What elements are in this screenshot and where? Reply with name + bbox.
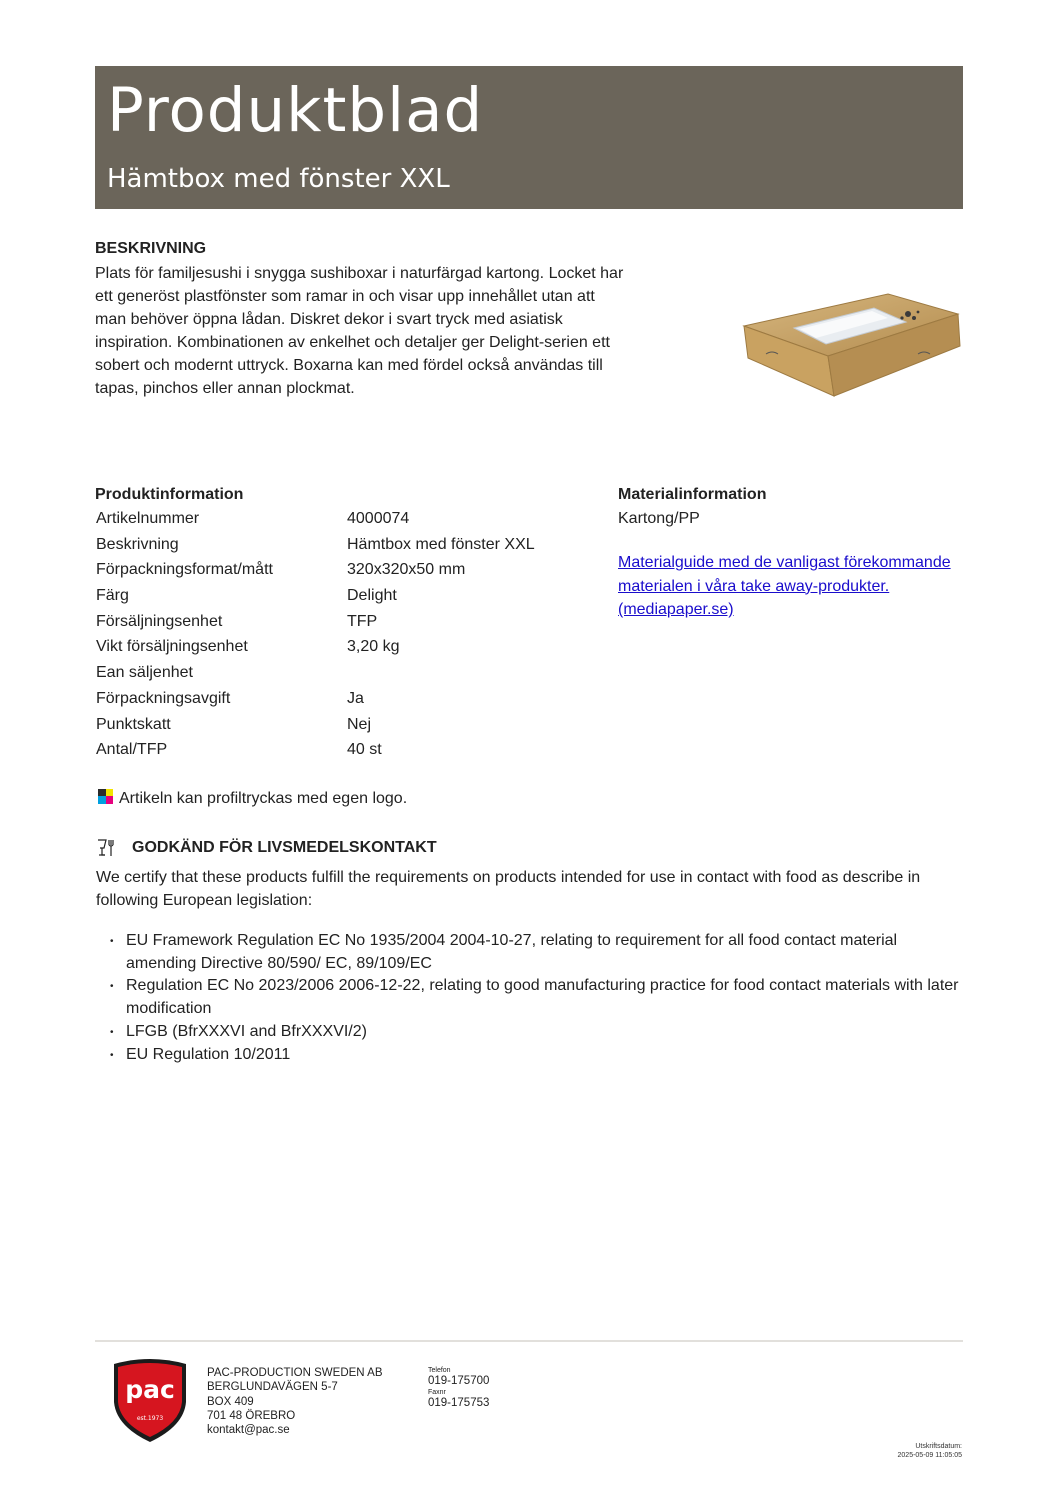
material-info xyxy=(618,486,963,622)
footer-divider xyxy=(95,1340,963,1342)
logo-text: pac xyxy=(125,1375,175,1404)
food-contact-title: GODKÄND FÖR LIVSMEDELSKONTAKT xyxy=(132,839,437,856)
fax-value: 019-175753 xyxy=(428,1397,490,1409)
cmyk-icon xyxy=(98,789,113,804)
info-value: Ja xyxy=(347,689,364,707)
list-item: • EU Framework Regulation EC No 1935/2004 2004-10-27, relating to requirement for all food contact material amending Directive 80/590/ EC, 89/109/EC xyxy=(110,930,970,975)
info-label: Färg xyxy=(96,587,129,605)
page-title: Produktblad xyxy=(107,75,484,146)
logo-est: est.1973 xyxy=(136,1415,164,1422)
list-item: • EU Regulation 10/2011 xyxy=(110,1044,970,1067)
info-value: Nej xyxy=(347,715,372,733)
company-email: kontakt@pac.se xyxy=(207,1424,290,1437)
material-guide-link[interactable]: Materialguide med de vanligast förekommande materialen i våra take away-produkter. (mediapaper.se) xyxy=(618,554,951,618)
fax-label: Faxnr xyxy=(428,1389,446,1396)
contact-numbers xyxy=(428,1366,489,1410)
phone-label: Telefon xyxy=(428,1367,451,1374)
pac-logo xyxy=(110,1356,190,1444)
header-banner xyxy=(95,66,963,209)
info-row xyxy=(95,664,595,690)
info-value: TFP xyxy=(347,612,378,630)
info-row xyxy=(95,690,595,716)
info-row xyxy=(95,536,595,562)
product-info xyxy=(95,486,595,767)
print-date xyxy=(898,1442,962,1460)
material-info-heading: Materialinformation xyxy=(618,486,767,503)
info-value: 40 st xyxy=(347,741,382,759)
print-note-text: Artikeln kan profiltryckas med egen logo. xyxy=(119,790,408,807)
phone-value: 019-175700 xyxy=(428,1375,490,1387)
info-label: Förpackningsavgift xyxy=(96,689,231,707)
list-item: • LFGB (BfrXXXVI and BfrXXXVI/2) xyxy=(110,1021,970,1044)
glass-fork-icon xyxy=(96,838,116,858)
address-line: 701 48 ÖREBRO xyxy=(207,1409,296,1422)
print-note xyxy=(98,790,407,808)
material-value: Kartong/PP xyxy=(618,510,700,527)
info-value: Hämtbox med fönster XXL xyxy=(347,535,535,553)
info-value: 3,20 kg xyxy=(347,638,400,656)
legislation-list xyxy=(110,930,970,1066)
info-row xyxy=(95,613,595,639)
info-label: Punktskatt xyxy=(96,715,171,733)
info-row xyxy=(95,638,595,664)
product-info-heading: Produktinformation xyxy=(95,486,244,503)
list-item: • Regulation EC No 2023/2006 2006-12-22, relating to good manufacturing practice for food contact materials with later modification xyxy=(110,975,970,1020)
food-contact-text: We certify that these products fulfill the requirements on products intended for use in contact with food as describe in following European legislation: xyxy=(96,869,921,909)
info-label: Antal/TFP xyxy=(96,741,168,759)
company-name: PAC-PRODUCTION SWEDEN AB xyxy=(207,1367,383,1379)
info-value: 4000074 xyxy=(347,510,410,527)
info-row xyxy=(95,561,595,587)
info-label: Beskrivning xyxy=(96,535,179,553)
info-label: Försäljningsenhet xyxy=(96,612,223,630)
info-row xyxy=(95,741,595,767)
address-line: BERGLUNDAVÄGEN 5-7 xyxy=(207,1381,338,1394)
info-label: Artikelnummer xyxy=(96,510,200,527)
description-text: Plats för familjesushi i snygga sushiboxar i naturfärgad kartong. Locket har ett generöst plastfönster som ramar in och visar upp innehållet utan att man behöver öppna lådan. Diskret dekor i svart tryck med asiatisk inspiration. Kombinationen av enkelhet och detaljer ger Delight-serien ett sobert och modernt uttryck. Boxarna kan med fördel också användas till tapas, pinchos eller annan plockmat. xyxy=(95,265,624,397)
address-line: BOX 409 xyxy=(207,1395,254,1408)
print-date-label: Utskriftsdatum: xyxy=(915,1443,962,1450)
product-image xyxy=(738,284,964,406)
info-row xyxy=(95,587,595,613)
info-label: Förpackningsformat/mått xyxy=(96,561,273,579)
info-row xyxy=(95,716,595,742)
info-row xyxy=(95,510,595,536)
food-contact-heading xyxy=(96,838,437,858)
print-date-value: 2025-05-09 11:05:05 xyxy=(897,1452,962,1459)
info-value: Delight xyxy=(347,587,397,605)
info-label: Ean säljenhet xyxy=(96,664,193,682)
company-address xyxy=(207,1366,383,1437)
description-heading: BESKRIVNING xyxy=(95,240,207,257)
info-label: Vikt försäljningsenhet xyxy=(96,638,248,656)
page-subtitle: Hämtbox med fönster XXL xyxy=(107,164,450,194)
info-value: 320x320x50 mm xyxy=(347,561,466,579)
